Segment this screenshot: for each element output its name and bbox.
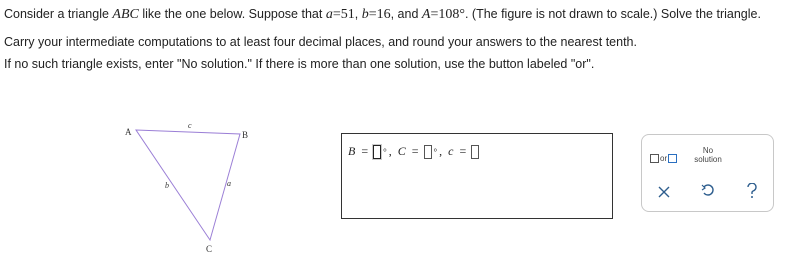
side-label-a: a — [227, 179, 231, 188]
triangle-shape — [136, 130, 240, 240]
no-solution-button[interactable] — [688, 146, 728, 164]
undo-icon — [701, 183, 715, 197]
problem-statement: Consider a triangle ABC like the one below. Suppose that a=51, b=16, and A=108°. (The figure is not drawn to scale.) Solve the triangle. — [4, 7, 761, 22]
vertex-label-A: A — [125, 127, 132, 137]
answer-label-C: C — [397, 144, 406, 158]
comma: , — [388, 144, 392, 158]
no-solution-label-line1: No — [702, 146, 714, 155]
val-a: 51 — [340, 7, 355, 22]
triangle-figure — [118, 118, 268, 263]
degree-symbol: ° — [433, 146, 438, 157]
vertex-label-C: C — [206, 244, 213, 254]
or-button[interactable] — [650, 151, 677, 165]
var-A: A — [421, 7, 431, 22]
side-label-b: b — [165, 181, 169, 190]
text-and: and — [397, 7, 419, 21]
var-a: a — [325, 7, 333, 22]
vertex-label-B: B — [242, 130, 249, 140]
angle-C-input[interactable] — [424, 145, 432, 159]
question-icon — [746, 183, 758, 199]
val-b: 16 — [376, 7, 391, 22]
degree-symbol: ° — [383, 146, 387, 157]
triangle-name: ABC — [112, 7, 139, 22]
rounding-instruction: Carry your intermediate computations to at least four decimal places, and round your answers to the nearest tenth. — [4, 35, 637, 49]
val-A: 108° — [438, 7, 465, 22]
side-c-input[interactable] — [471, 145, 479, 159]
equals-sign: = — [411, 144, 419, 158]
no-solution-label-line2: solution — [694, 155, 722, 164]
text-not-to-scale: . (The figure is not drawn to scale.) Solve the triangle. — [464, 7, 761, 21]
answer-label-B: B — [348, 144, 356, 158]
no-solution-instruction: If no such triangle exists, enter "No solution." If there is more than one solution, use the button labeled "or". — [4, 57, 595, 71]
or-label: or — [660, 153, 668, 163]
undo-button[interactable] — [698, 183, 718, 203]
answer-row — [348, 144, 481, 159]
or-box-icon — [668, 154, 677, 163]
or-box-icon — [650, 154, 659, 163]
comma: , — [439, 144, 443, 158]
help-button[interactable] — [742, 183, 762, 203]
side-label-c: c — [188, 121, 192, 130]
var-b: b — [361, 7, 369, 22]
answer-tools-panel — [641, 134, 774, 212]
answer-label-c: c — [448, 144, 454, 158]
close-icon — [658, 186, 670, 198]
angle-B-input[interactable] — [373, 145, 381, 159]
answer-box — [341, 133, 613, 219]
text-consider: Consider a triangle — [4, 7, 109, 21]
clear-button[interactable] — [654, 183, 674, 203]
equals-sign: = — [361, 144, 369, 158]
text-like: like the one below. Suppose that — [142, 7, 323, 21]
equals-sign: = — [459, 144, 467, 158]
